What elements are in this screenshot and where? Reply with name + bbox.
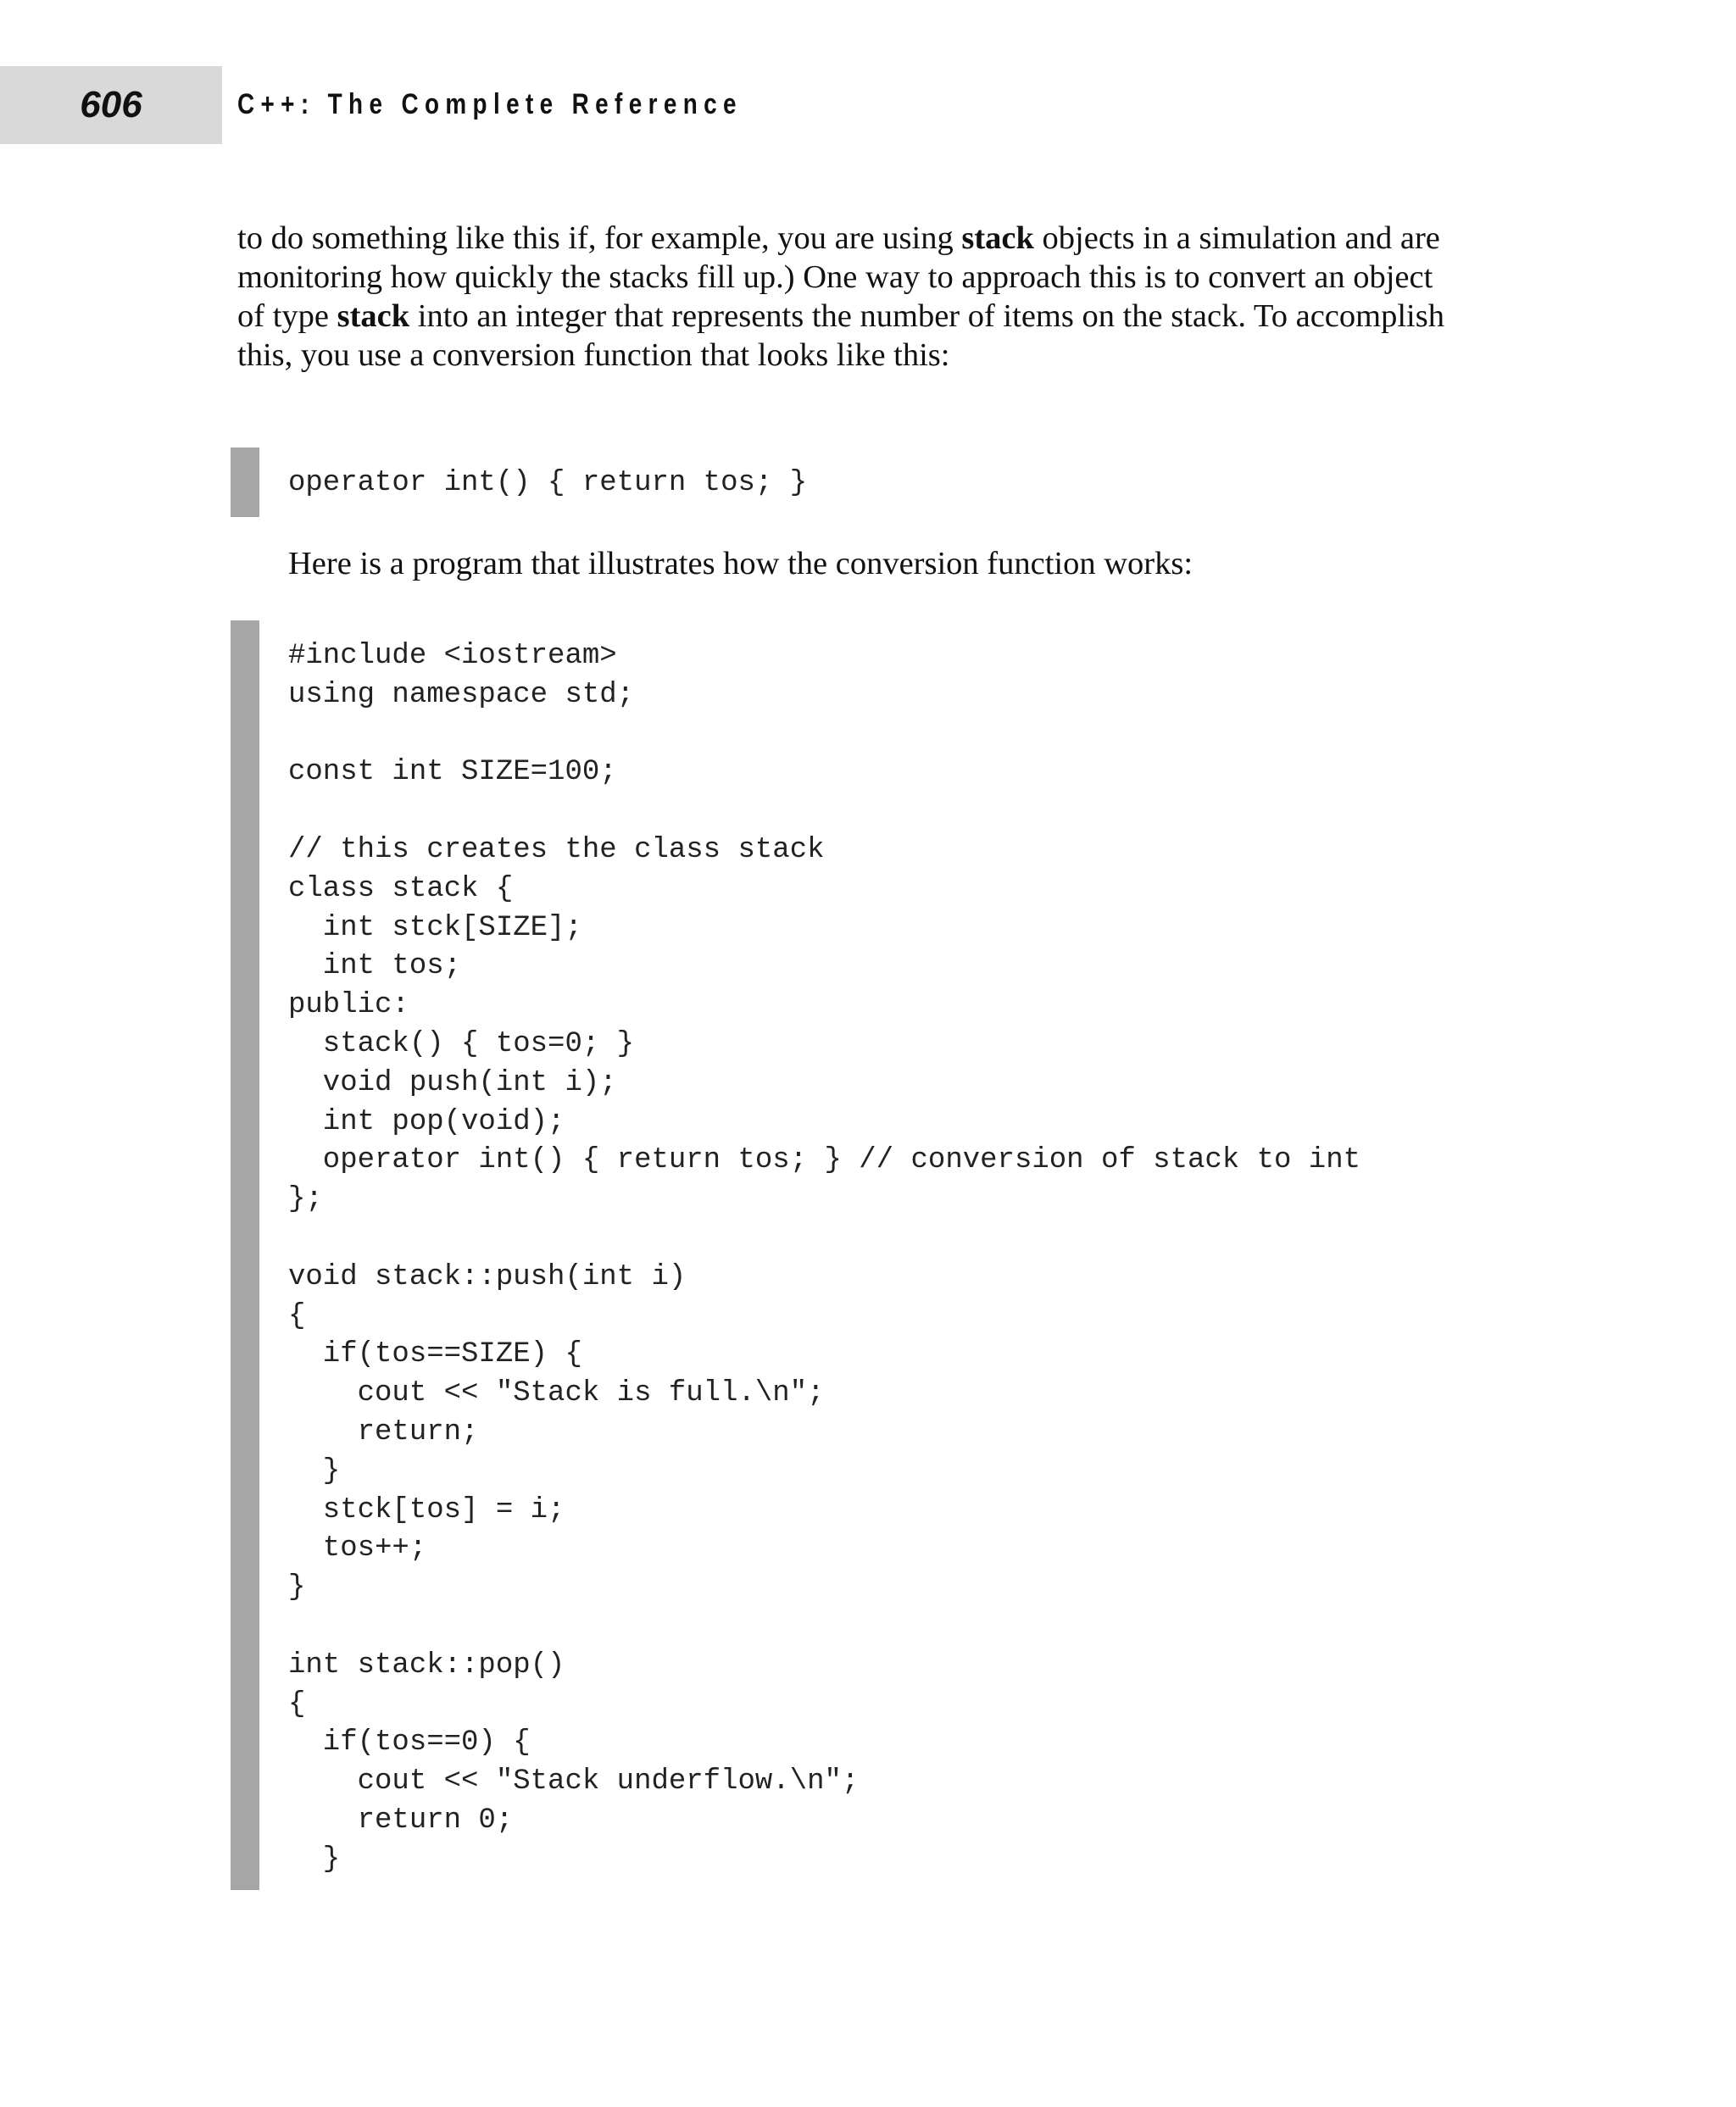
intro-keyword-stack-2: stack xyxy=(337,298,410,334)
intro-paragraph xyxy=(237,219,1458,375)
intro-text-3: into an integer that represents the number of items on the stack. To accomplish this, you use a conversion function that looks like this: xyxy=(237,298,1444,373)
program-lead-in: Here is a program that illustrates how the conversion function works: xyxy=(288,546,1194,581)
intro-text-1: to do something like this if, for example, you are using xyxy=(237,220,962,256)
intro-keyword-stack: stack xyxy=(961,220,1034,256)
code-snippet: operator int() { return tos; } xyxy=(288,467,808,499)
code-margin-bar xyxy=(231,448,259,517)
code-margin-bar-program xyxy=(231,620,259,1890)
page-number: 606 xyxy=(80,84,142,125)
running-head: C++: The Complete Reference xyxy=(237,88,743,120)
intro-text-2: objects in a simulation and are monitoring how quickly the stacks fill up.) One way to approach this is to convert an object of type xyxy=(237,220,1440,334)
program-listing: #include <iostream> using namespace std; const int SIZE=100; // this creates the class stack class stack { int stck[SIZE]; int tos; public: stack() { tos=0; } void push(int i); int pop(void); operator int() { return tos; } // conversion of stack to int }; void stack::push(int i) { if(tos==SIZE) { cout << "Stack is full.\n"; return; } stck[tos] = i; tos++; } int stack::pop() { if(tos==0) { cout << "Stack underflow.\n"; return 0; } xyxy=(288,640,1361,1876)
